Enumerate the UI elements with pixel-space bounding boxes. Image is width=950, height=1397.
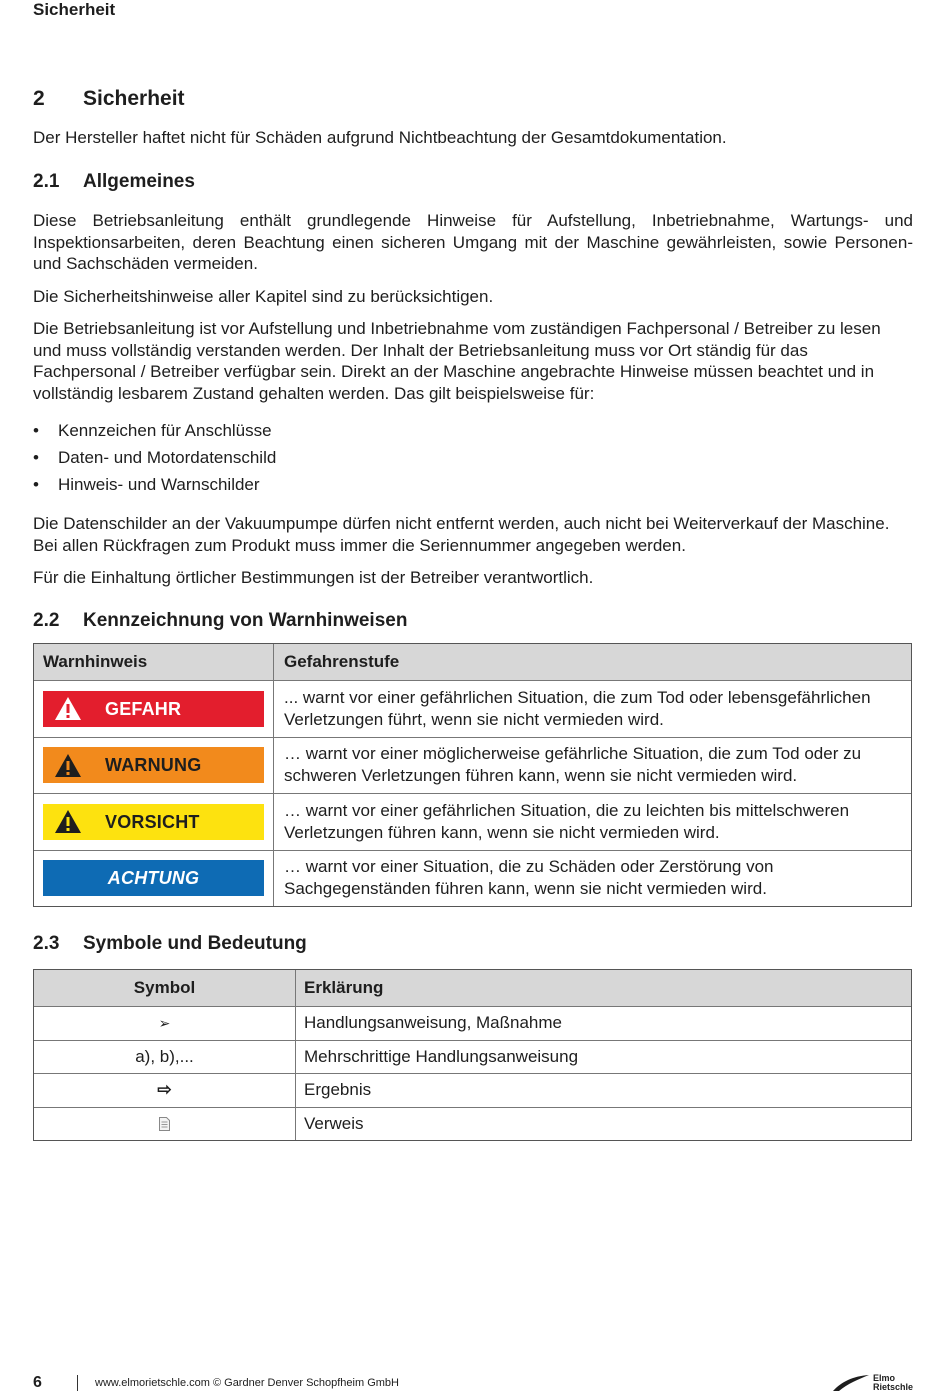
warning-description: … warnt vor einer möglicherweise gefährliche Situation, die zum Tod oder zu schweren Verletzungen führen kann, wenn sie nicht vermieden wird. bbox=[284, 744, 862, 786]
chapter-title: Sicherheit bbox=[83, 87, 185, 110]
paragraph: Die Betriebsanleitung ist vor Aufstellung und Inbetriebnahme vom zuständigen Fachpersonal / Betreiber zu lesen und muss vollständig verstanden werden. Der Inhalt der Betriebsanleitung muss vor Ort ständig für das Fachpersonal / Betreiber verfügbar sein. Direkt an der Maschine angebrachte Hinweise müssen beachtet und in vollständig lesbarem Zustand gehalten werden. Das gilt beispielsweise für: bbox=[33, 319, 881, 403]
warning-triangle-icon bbox=[43, 809, 93, 834]
table-row: ➢ Handlungsanweisung, Maßnahme bbox=[34, 1006, 911, 1040]
list-item: • Daten- und Motordatenschild bbox=[33, 447, 913, 474]
signal-word-warning: WARNUNG bbox=[43, 747, 264, 783]
table-row: ⇨ Ergebnis bbox=[34, 1073, 911, 1107]
document-icon bbox=[34, 1108, 296, 1141]
symbol-cell: a), b),... bbox=[34, 1041, 296, 1074]
paragraph: Diese Betriebsanleitung enthält grundlegende Hinweise für Aufstellung, Inbetriebnahme, Wartungs- und Inspektionsarbeiten, deren Beachtung einen sicheren Umgang mit der Maschine gewährleisten, sowie Personen- und Sachschäden vermeiden. bbox=[33, 211, 913, 274]
column-header: Warnhinweis bbox=[34, 644, 274, 680]
copyright-text: www.elmorietschle.com © Gardner Denver Schopfheim GmbH bbox=[95, 1377, 399, 1389]
warning-triangle-icon bbox=[43, 753, 93, 778]
paragraph: Die Datenschilder an der Vakuumpumpe dürfen nicht entfernt werden, auch nicht bei Weiterverkauf der Maschine. Bei allen Rückfragen zum Produkt muss immer die Seriennummer angegeben werden. bbox=[33, 514, 890, 555]
section-heading-2-2 bbox=[33, 610, 407, 632]
warning-triangle-icon bbox=[43, 696, 93, 721]
danger-description: ... warnt vor einer gefährlichen Situation, die zum Tod oder lebensgefährlichen Verletzungen führt, wenn sie nicht vermieden wird. bbox=[284, 687, 871, 729]
signal-word-notice: ACHTUNG bbox=[43, 860, 264, 896]
section-number: 2.2 bbox=[33, 610, 60, 631]
table-header-row bbox=[34, 970, 911, 1006]
bullet-icon: • bbox=[33, 421, 39, 440]
signal-word-caution: VORSICHT bbox=[43, 804, 264, 840]
page-number: 6 bbox=[33, 1374, 42, 1391]
warning-levels-table bbox=[33, 643, 912, 907]
section-title: Symbole und Bedeutung bbox=[83, 933, 307, 954]
section-number: 2.3 bbox=[33, 933, 60, 954]
table-header-row bbox=[34, 644, 911, 680]
table-row bbox=[34, 737, 911, 794]
chapter-intro: Der Hersteller haftet nicht für Schäden aufgrund Nichtbeachtung der Gesamtdokumentation. bbox=[33, 128, 727, 147]
list-item: • Hinweis- und Warnschilder bbox=[33, 474, 913, 501]
paragraph: Die Sicherheitshinweise aller Kapitel sind zu berücksichtigen. bbox=[33, 287, 494, 306]
section-title: Kennzeichnung von Warnhinweisen bbox=[83, 610, 408, 631]
signal-word-danger: GEFAHR bbox=[43, 691, 264, 727]
bullet-list bbox=[33, 420, 913, 501]
running-head: Sicherheit bbox=[33, 0, 116, 19]
page-footer bbox=[33, 1372, 913, 1394]
bullet-icon: • bbox=[33, 448, 39, 467]
table-row bbox=[34, 793, 911, 850]
column-header: Symbol bbox=[34, 970, 296, 1006]
caution-description: … warnt vor einer gefährlichen Situation, die zu leichten bis mittelschweren Verletzungen führen kann, wenn sie nicht vermieden wird. bbox=[284, 800, 850, 842]
column-header: Gefahrenstufe bbox=[284, 652, 400, 671]
table-row: a), b),... Mehrschrittige Handlungsanweisung bbox=[34, 1040, 911, 1074]
chapter-number: 2 bbox=[33, 87, 45, 110]
paragraph: Für die Einhaltung örtlicher Bestimmungen ist der Betreiber verantwortlich. bbox=[33, 568, 594, 587]
bullet-icon: • bbox=[33, 475, 39, 494]
brand-logo: Elmo Rietschle bbox=[831, 1374, 913, 1392]
table-row bbox=[34, 680, 911, 737]
section-number: 2.1 bbox=[33, 171, 60, 192]
result-arrow-icon: ⇨ bbox=[34, 1074, 296, 1107]
section-heading-2-3 bbox=[33, 933, 307, 955]
notice-description: … warnt vor einer Situation, die zu Schäden oder Zerstörung von Sachgegenständen führen kann, wenn sie nicht vermieden wird. bbox=[284, 857, 774, 899]
chapter-heading bbox=[33, 87, 185, 111]
swoosh-icon bbox=[831, 1374, 871, 1392]
list-item: • Kennzeichen für Anschlüsse bbox=[33, 420, 913, 447]
footer-divider bbox=[77, 1375, 78, 1391]
section-heading-2-1 bbox=[33, 171, 195, 193]
section-title: Allgemeines bbox=[83, 171, 195, 192]
symbols-table bbox=[33, 969, 912, 1141]
arrowhead-icon: ➢ bbox=[34, 1007, 296, 1040]
table-row bbox=[34, 850, 911, 907]
table-row: Verweis bbox=[34, 1107, 911, 1141]
column-header: Erklärung bbox=[304, 978, 384, 997]
